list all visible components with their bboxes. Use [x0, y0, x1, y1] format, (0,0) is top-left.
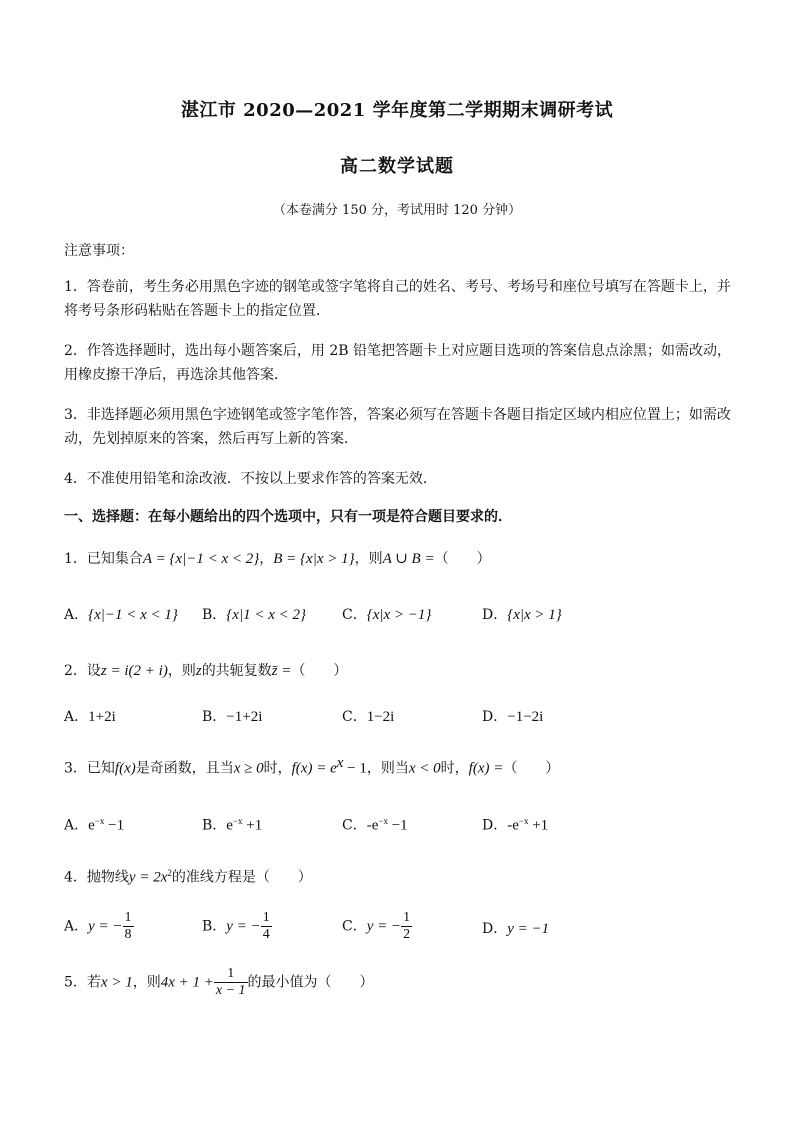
- q4-option-a-label: A．: [64, 918, 89, 935]
- q3-cond: x ≥ 0: [233, 760, 264, 777]
- exam-note: （本卷满分 150 分，考试用时 120 分钟）: [272, 203, 522, 218]
- q4-option-d: [482, 920, 549, 938]
- q1-option-d: [482, 606, 562, 624]
- q1-option-a-value: {x|−1 < x < 1}: [88, 607, 178, 623]
- q1-expr: A ∪ B =: [382, 551, 435, 567]
- q4-option-b-value: y = −: [226, 918, 261, 935]
- q3-option-a-exp: −x: [94, 816, 105, 826]
- q4-option-b-label: B．: [202, 918, 227, 935]
- q3-def: f(x) = e: [291, 760, 337, 777]
- q2-text-mid: ，则: [167, 663, 196, 679]
- instruction-3-line-2: 动，先划掉原来的答案，然后再写上新的答案．: [64, 431, 358, 447]
- exam-title: 湛江市 2020—2021 学年度第二学期期末调研考试: [180, 100, 614, 121]
- q2-option-a-label: A．: [64, 709, 89, 725]
- instruction-2-line-2: 用橡皮擦干净后，再选涂其他答案．: [64, 367, 288, 383]
- instruction-4: 4．不准使用铅笔和涂改液．不按以上要求作答的答案无效．: [64, 471, 437, 487]
- q3-option-d: [482, 812, 548, 835]
- q3-option-c-value: -e: [366, 817, 379, 834]
- q3-option-b-exp: −x: [232, 816, 243, 826]
- q5-text-post: 的最小值为: [247, 974, 318, 991]
- q4-option-c-value: y = −: [366, 918, 402, 935]
- q1-text: 已知集合: [86, 551, 143, 567]
- q2-option-a: [64, 708, 116, 726]
- q3-option-d-end: +1: [528, 817, 549, 834]
- q1-option-b-value: {x|1 < x < 2}: [226, 607, 306, 623]
- q2-text-mid2: 的共轭复数: [201, 663, 272, 679]
- q3-def-exp: x: [336, 755, 344, 771]
- q5-cond: x > 1: [100, 974, 133, 991]
- q5-fraction-num: 1: [214, 966, 248, 983]
- q3-text-mid4: 时，: [440, 760, 469, 777]
- q1-paren: （ ）: [434, 551, 491, 567]
- q1-option-a-label: A．: [64, 607, 89, 623]
- question-1: [64, 550, 730, 568]
- q4-option-b-den: 4: [262, 927, 270, 942]
- q3-fx: f(x): [114, 760, 136, 777]
- q3-cond2: x < 0: [408, 760, 441, 777]
- q4-option-a-num: 1: [124, 910, 132, 925]
- q4-option-c-den: 2: [403, 927, 411, 942]
- instruction-1-line-2: 将考号条形码粘贴在答题卡上的指定位置．: [64, 303, 330, 319]
- q2-option-c-value: 1−2i: [366, 709, 395, 725]
- q3-text-mid: 是奇函数，且当: [135, 760, 234, 777]
- q4-paren: （ ）: [255, 869, 312, 886]
- q2-option-c-label: C．: [342, 709, 367, 725]
- q2-zbar: z̄ =: [271, 663, 292, 679]
- q5-expr: 4x + 1 +: [160, 974, 214, 991]
- q1-sep: ，: [259, 551, 274, 567]
- q3-text-mid3: ，则当: [366, 760, 409, 777]
- q1-option-b-label: B．: [202, 607, 227, 623]
- q4-option-a: [64, 910, 134, 943]
- q3-option-b-label: B．: [202, 817, 227, 834]
- q2-expr: z = i(2 + i): [100, 663, 168, 679]
- q4-text-post: 的准线方程是: [171, 869, 256, 886]
- q3-option-c: [342, 812, 408, 835]
- question-5: [64, 966, 374, 999]
- q3-text-mid2: 时，: [263, 760, 292, 777]
- q4-option-d-label: D．: [482, 921, 508, 937]
- q4-number: 4．: [64, 869, 87, 886]
- q1-option-a: [64, 606, 178, 624]
- q4-option-b-num: 1: [262, 910, 270, 925]
- instruction-1-line-1: 1．答卷前，考生务必用黑色字迹的钢笔或签字笔将自己的姓名、考号、考场号和座位号填写在答题卡上，并: [64, 279, 731, 295]
- q4-option-d-value: y = −1: [507, 921, 550, 937]
- q3-option-b-end: +1: [242, 817, 263, 834]
- q3-option-c-label: C．: [342, 817, 367, 834]
- q1-option-b: [202, 606, 306, 624]
- q3-option-a-end: −1: [104, 817, 125, 834]
- q4-exp: 2: [167, 868, 172, 878]
- q4-option-b-fraction: [261, 910, 272, 943]
- q4-option-c-num: 1: [403, 910, 411, 925]
- q3-paren: （ ）: [503, 760, 560, 777]
- q4-option-c-fraction: [401, 910, 412, 943]
- q3-option-a-label: A．: [64, 817, 89, 834]
- q4-option-a-den: 8: [124, 927, 132, 942]
- q2-option-d: [482, 708, 543, 726]
- q2-option-b: [202, 708, 262, 726]
- q5-paren: （ ）: [317, 974, 374, 991]
- q3-option-a-value: e: [88, 817, 95, 834]
- q3-option-d-exp: −x: [518, 816, 529, 826]
- q3-ask: f(x) =: [468, 760, 504, 777]
- q2-option-d-label: D．: [482, 709, 508, 725]
- q5-text: 若: [86, 974, 101, 991]
- q3-option-a: [64, 812, 124, 835]
- q2-text: 设: [86, 663, 101, 679]
- question-4: [64, 864, 730, 887]
- exam-subtitle: 高二数学试题: [340, 156, 454, 177]
- q1-option-c-label: C．: [342, 607, 367, 623]
- q2-number: 2．: [64, 663, 87, 679]
- q2-option-b-label: B．: [202, 709, 227, 725]
- q5-fraction: [214, 966, 248, 999]
- q4-option-c: [342, 910, 412, 943]
- q2-option-d-value: −1−2i: [507, 709, 544, 725]
- q3-option-c-exp: −x: [378, 816, 388, 826]
- q2-paren: （ ）: [291, 663, 348, 679]
- q1-option-d-label: D．: [482, 607, 508, 623]
- question-2: [64, 662, 730, 680]
- instruction-2-line-1: 2．作答选择题时，选出每小题答案后，用 2B 铅笔把答题卡上对应题目选项的答案信息点涂黑；如需改动，: [64, 343, 732, 359]
- q5-fraction-den: x − 1: [215, 983, 246, 998]
- q3-number: 3．: [64, 760, 87, 777]
- q4-option-a-value: y = −: [88, 918, 123, 935]
- q3-option-b: [202, 812, 262, 835]
- q4-option-b: [202, 910, 272, 943]
- q3-def-end: − 1: [343, 760, 367, 777]
- q1-option-d-value: {x|x > 1}: [507, 607, 562, 623]
- q3-text: 已知: [86, 760, 115, 777]
- q3-option-c-end: −1: [387, 817, 408, 834]
- q4-text: 抛物线: [86, 869, 129, 886]
- q3-option-d-value: -e: [507, 817, 519, 834]
- q2-z: z: [195, 663, 202, 679]
- q2-option-a-value: 1+2i: [88, 709, 116, 725]
- q1-number: 1．: [64, 551, 87, 567]
- q2-option-b-value: −1+2i: [226, 709, 263, 725]
- q4-expr: y = 2x: [128, 869, 168, 886]
- q1-set-b: B = {x|x > 1}: [273, 551, 355, 567]
- q1-option-c: [342, 606, 431, 624]
- q2-option-c: [342, 708, 394, 726]
- q3-option-d-label: D．: [482, 817, 508, 834]
- instructions-heading: 注意事项：: [64, 243, 134, 259]
- section-1-heading: 一、选择题：在每小题给出的四个选项中，只有一项是符合题目要求的．: [64, 509, 512, 525]
- q1-set-a: A = {x|−1 < x < 2}: [142, 551, 260, 567]
- q5-text-mid: ，则: [132, 974, 161, 991]
- question-3: [64, 754, 730, 778]
- q4-option-c-label: C．: [342, 918, 367, 935]
- q4-option-a-fraction: [123, 910, 134, 943]
- q1-text-mid: ，则: [354, 551, 383, 567]
- q5-number: 5．: [64, 974, 87, 991]
- q1-option-c-value: {x|x > −1}: [366, 607, 432, 623]
- instruction-3-line-1: 3．非选择题必须用黑色字迹钢笔或签字笔作答，答案必须写在答题卡各题目指定区域内相应位置上；如需改: [64, 407, 731, 423]
- q3-option-b-value: e: [226, 817, 233, 834]
